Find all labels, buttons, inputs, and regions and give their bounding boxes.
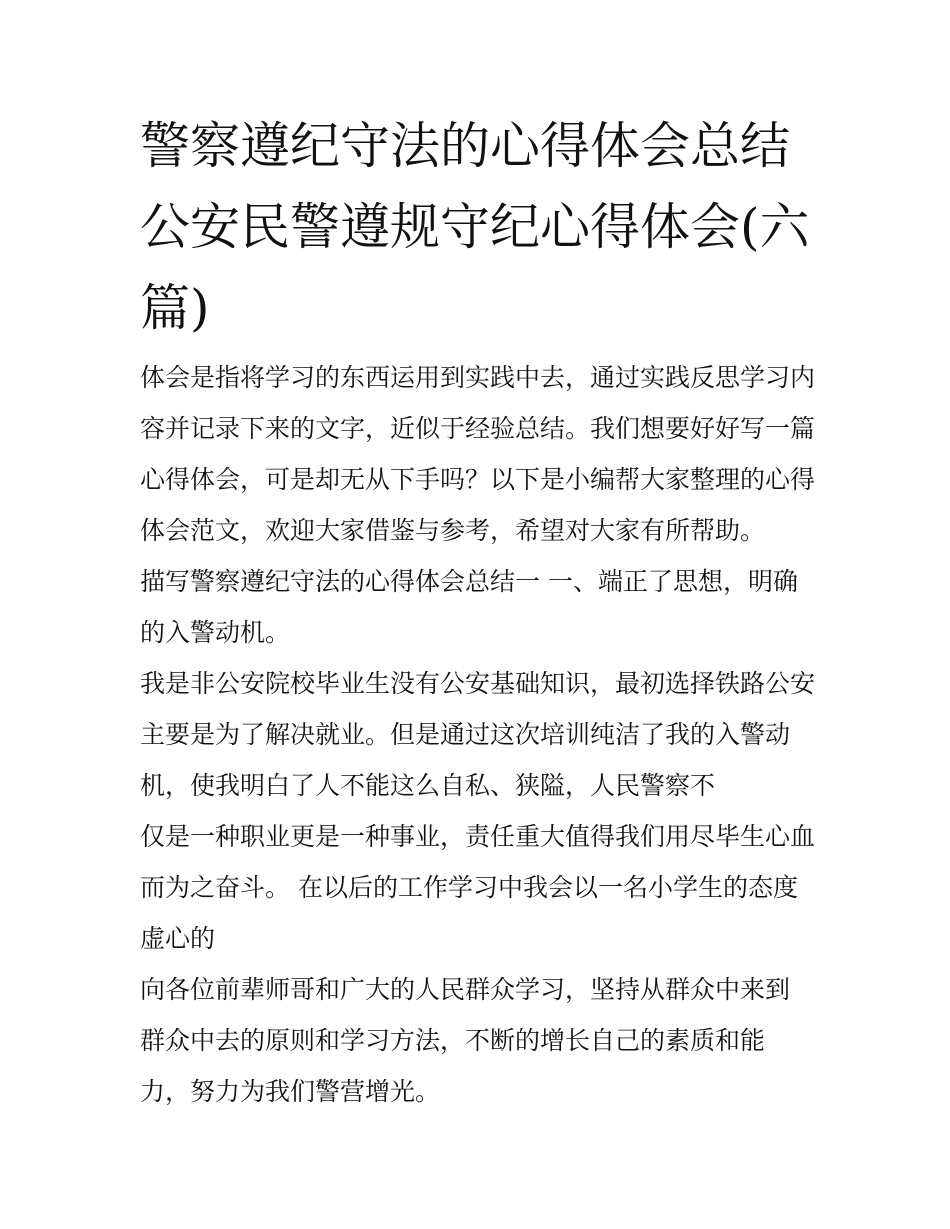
body-line: 而为之奋斗。 在以后的工作学习中我会以一名小学生的态度 bbox=[140, 873, 798, 902]
body-line: 我是非公安院校毕业生没有公安基础知识，最初选择铁路公安 bbox=[140, 669, 816, 698]
title-line-2: 公安民警遵规守纪心得体会(六 bbox=[140, 198, 810, 256]
title-line-3: 篇) bbox=[140, 279, 210, 337]
body-line: 体会是指将学习的东西运用到实践中去，通过实践反思学习内 bbox=[140, 363, 816, 392]
body-line: 向各位前辈师哥和广大的人民群众学习，坚持从群众中来到 bbox=[140, 975, 791, 1004]
body-line: 虚心的 bbox=[140, 924, 216, 953]
body-line: 主要是为了解决就业。但是通过这次培训纯洁了我的入警动 bbox=[140, 720, 791, 749]
body-line: 描写警察遵纪守法的心得体会总结一 一、端正了思想，明确 bbox=[140, 567, 798, 596]
body-line: 心得体会，可是却无从下手吗？以下是小编帮大家整理的心得 bbox=[140, 465, 816, 494]
body-line: 体会范文，欢迎大家借鉴与参考，希望对大家有所帮助。 bbox=[140, 516, 766, 545]
body-line: 的入警动机。 bbox=[140, 618, 291, 647]
title-line-1: 警察遵纪守法的心得体会总结 bbox=[140, 117, 790, 175]
body-line: 容并记录下来的文字，近似于经验总结。我们想要好好写一篇 bbox=[140, 414, 816, 443]
body-line: 机，使我明白了人不能这么自私、狭隘，人民警察不 bbox=[140, 771, 716, 800]
body-line: 仅是一种职业更是一种事业，责任重大值得我们用尽毕生心血 bbox=[140, 822, 816, 851]
body-line: 力，努力为我们警营增光。 bbox=[140, 1077, 441, 1106]
body-line: 群众中去的原则和学习方法，不断的增长自己的素质和能 bbox=[140, 1026, 766, 1055]
